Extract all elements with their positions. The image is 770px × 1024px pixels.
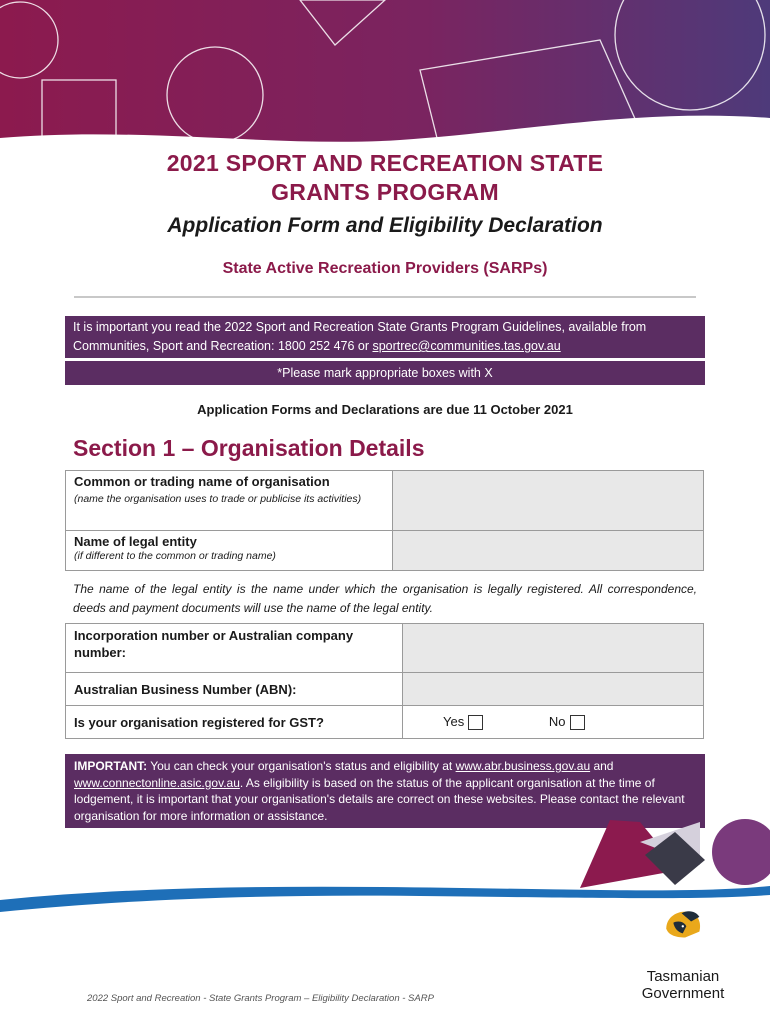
table-row: [66, 673, 704, 706]
trading-name-label: Common or trading name of organisation: [74, 474, 330, 489]
program-category: State Active Recreation Providers (SARPs): [222, 260, 548, 277]
label-cell: [66, 531, 393, 571]
footer-wave-graphic: [0, 800, 770, 920]
notice-text: It is important you read the 2022 Sport and Recreation State Grants Program Guidelines, available from Communities, Sport and Recreation: 1800 252 476 or: [73, 320, 647, 353]
logo-line-1: Tasmanian: [646, 968, 720, 985]
incorporation-number-label: Incorporation number or Australian company number:: [74, 628, 354, 660]
footer-text: 2022 Sport and Recreation - State Grants Program – Eligibility Declaration - SARP: [87, 993, 434, 1004]
incorporation-number-field[interactable]: [403, 624, 704, 673]
trading-name-field[interactable]: [393, 471, 704, 531]
gst-yes-label: Yes: [443, 713, 465, 729]
asic-link[interactable]: www.connectonline.asic.gov.au: [74, 775, 240, 790]
title-line-2: GRANTS PROGRAM: [271, 179, 499, 205]
guidelines-notice: [65, 316, 705, 358]
important-lead: IMPORTANT:: [74, 759, 148, 773]
table-row: [66, 471, 704, 531]
gst-options: [403, 706, 704, 739]
tasmanian-government-logo: [625, 905, 740, 970]
abn-field[interactable]: [403, 673, 704, 706]
abr-link[interactable]: www.abr.business.gov.au: [455, 759, 591, 773]
email-link[interactable]: sportrec@communities.tas.gov.au: [372, 339, 561, 353]
title-line-1: 2021 SPORT AND RECREATION STATE: [166, 150, 604, 176]
registration-table: [65, 623, 704, 739]
trading-name-hint: (name the organisation uses to trade or publicise its activities): [74, 493, 362, 505]
gst-yes-checkbox[interactable]: [468, 715, 483, 730]
page-subtitle: Application Form and Eligibility Declaration: [167, 214, 603, 237]
gst-no-label: No: [548, 713, 566, 729]
label-cell: [66, 471, 393, 531]
legal-entity-hint: (if different to the common or trading name): [74, 550, 276, 562]
label-cell: [66, 706, 403, 739]
divider: [74, 296, 696, 298]
header-banner-graphic: [0, 0, 770, 170]
label-cell: [66, 624, 403, 673]
legal-entity-label: Name of legal entity: [74, 534, 197, 549]
gst-label: Is your organisation registered for GST?: [74, 714, 324, 730]
important-text-3: . As eligibility is based on the status of the applicant organisation at the time of lodgement, it is important that your organisation's details are correct on these websites. Please contact the relevant organisation for more information or assistance.: [74, 775, 685, 823]
gst-no-checkbox[interactable]: [570, 715, 585, 730]
organisation-names-table: [65, 470, 704, 571]
logo-text: [628, 968, 738, 1002]
legal-entity-field[interactable]: [393, 531, 704, 571]
due-date-text: Application Forms and Declarations are due 11 October 2021: [197, 402, 573, 417]
important-text-2: and: [590, 759, 614, 773]
mark-boxes-note: *Please mark appropriate boxes with X: [65, 361, 705, 385]
table-row: [66, 531, 704, 571]
section-heading: Section 1 – Organisation Details: [73, 435, 425, 461]
important-text-1: You can check your organisation's status and eligibility at: [147, 759, 456, 773]
table-row: [66, 706, 704, 739]
legal-entity-note: The name of the legal entity is the name under which the organisation is legally registered. All correspondence, deeds and payment documents will use the name of the legal entity.: [73, 582, 697, 615]
logo-line-2: Government: [641, 985, 725, 1002]
abn-label: Australian Business Number (ABN):: [74, 681, 297, 697]
table-row: [66, 624, 704, 673]
label-cell: [66, 673, 403, 706]
